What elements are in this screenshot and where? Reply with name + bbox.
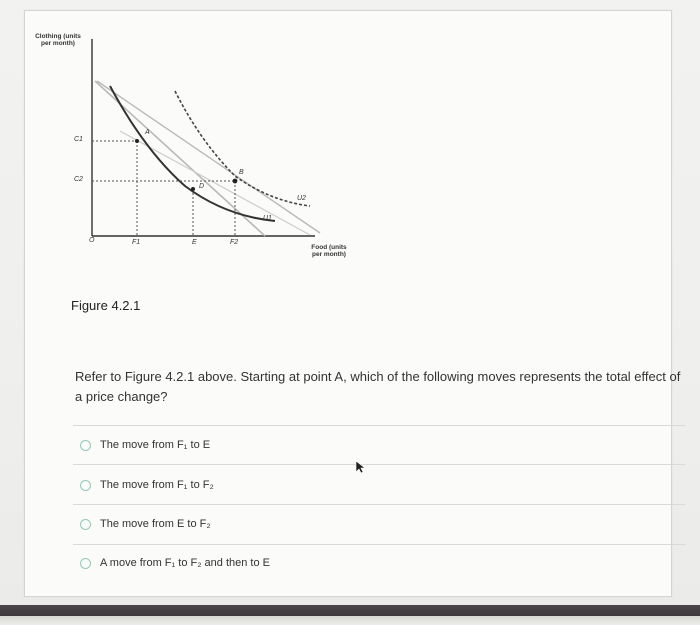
option-2[interactable] — [80, 475, 214, 495]
curve-u2-label: U2 — [297, 195, 306, 202]
origin-label: O — [89, 237, 95, 244]
point-d-label: D — [199, 183, 205, 190]
divider — [73, 464, 685, 465]
y-tick-c1: C1 — [74, 136, 83, 143]
x-axis-label: Food (units per month) — [311, 244, 347, 258]
option-label: The move from F₁ to E — [100, 439, 211, 451]
option-3[interactable] — [80, 514, 211, 534]
option-1[interactable] — [80, 435, 210, 455]
question-card — [24, 10, 681, 597]
divider — [73, 425, 685, 426]
screen-bezel — [0, 605, 700, 625]
question-text: Refer to Figure 4.2.1 above. Starting at point A, which of the following moves represents the total effect of a price change? — [75, 369, 681, 404]
point-b — [233, 179, 238, 184]
radio-button[interactable] — [80, 480, 91, 491]
x-tick-e: E — [192, 239, 197, 246]
point-a — [135, 139, 139, 143]
divider — [73, 504, 685, 505]
budget-line-new — [97, 81, 320, 233]
point-a-label: A — [145, 129, 150, 136]
x-tick-f1: F1 — [132, 239, 141, 246]
point-d — [191, 187, 195, 191]
option-label: The move from E to F₂ — [100, 518, 211, 530]
radio-button[interactable] — [80, 558, 91, 569]
point-b-label: B — [239, 169, 244, 176]
divider — [73, 544, 685, 545]
radio-button[interactable] — [80, 519, 91, 530]
x-tick-f2: F2 — [230, 239, 239, 246]
indifference-curve-figure — [25, 11, 671, 291]
option-label: A move from F₁ to F₂ and then to E — [100, 557, 271, 569]
option-4[interactable] — [80, 553, 270, 573]
radio-button[interactable] — [80, 440, 91, 451]
curve-u1-label: U1 — [263, 215, 272, 222]
figure-caption: Figure 4.2.1 — [71, 298, 141, 313]
option-label: The move from F₁ to F₂ — [100, 479, 214, 491]
y-tick-c2: C2 — [74, 176, 83, 183]
mouse-cursor-icon — [355, 460, 367, 474]
y-axis-label: Clothing (units per month) — [35, 33, 81, 47]
